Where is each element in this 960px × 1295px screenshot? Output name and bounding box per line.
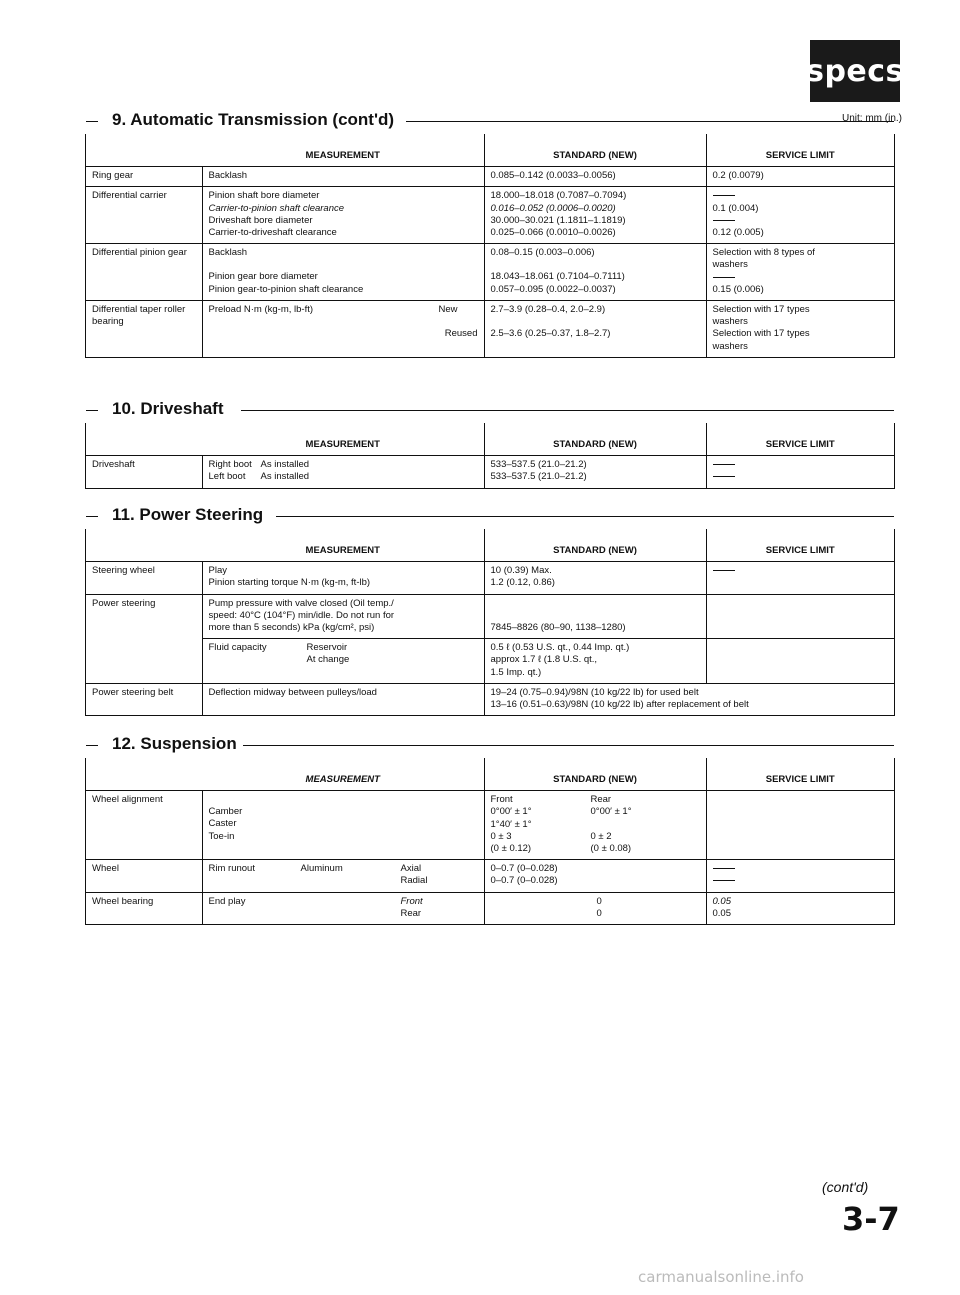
dash xyxy=(713,880,735,881)
spec-table xyxy=(86,134,894,357)
dash xyxy=(713,570,735,571)
measurement: Pinion gear bore diameter xyxy=(208,271,318,283)
title-rule-left xyxy=(86,121,98,122)
part-name: Wheel bearing xyxy=(86,892,202,924)
header-measurement: MEASUREMENT xyxy=(202,529,484,562)
standard-value: 18.000–18.018 (0.7087–0.7094) xyxy=(490,190,627,202)
title-rule-left xyxy=(86,516,98,517)
title-rule-right xyxy=(236,745,894,746)
standard-list xyxy=(484,892,706,924)
spec-table xyxy=(86,423,894,488)
dash xyxy=(713,476,735,477)
standard-list xyxy=(484,791,706,860)
condition: At change xyxy=(306,654,350,666)
condition: As installed xyxy=(260,471,310,483)
measurement: Left boot xyxy=(208,471,246,483)
condition-new: New xyxy=(438,304,458,316)
measurement: Pinion gear-to-pinion shaft clearance xyxy=(208,283,364,295)
measurement: Caster xyxy=(208,818,237,830)
standard-value: 2.7–3.9 (0.28–0.4, 2.0–2.9) xyxy=(490,304,606,316)
part-name-text: Differential taper roller bearing xyxy=(92,304,186,328)
standard-value: 533–537.5 (21.0–21.2) xyxy=(490,471,587,483)
section-title: 9. Automatic Transmission (cont'd) xyxy=(110,110,400,130)
continued-label: (cont'd) xyxy=(822,1179,869,1195)
table-row xyxy=(86,860,894,892)
part-name xyxy=(86,301,202,357)
service-limit: 0.1 (0.004) xyxy=(712,202,759,214)
measurement: Pinion shaft bore diameter xyxy=(208,190,320,202)
part-name: Power steering belt xyxy=(86,683,202,715)
measurement-list xyxy=(202,244,484,301)
part-name: Wheel xyxy=(86,860,202,892)
standard-value: 0.5 ℓ (0.53 U.S. qt., 0.44 Imp. qt.) xyxy=(490,642,630,654)
service-limit: 0.12 (0.005) xyxy=(712,227,764,239)
standard-list xyxy=(484,594,706,639)
header-standard: STANDARD (NEW) xyxy=(484,758,706,791)
standard-value: 0 ± 3 xyxy=(490,830,512,842)
material: Aluminum xyxy=(300,863,343,875)
measurement: Backlash xyxy=(202,167,484,187)
measurement: Camber xyxy=(208,806,243,818)
condition: Reservoir xyxy=(306,642,348,654)
standard-value: 0°00′ ± 1° xyxy=(490,806,532,818)
measurement: Play xyxy=(208,565,227,577)
standard-value: approx 1.7 ℓ (1.8 U.S. qt., xyxy=(490,654,598,666)
measurement: Deflection midway between pulleys/load xyxy=(202,683,484,715)
standard-list xyxy=(484,244,706,301)
standard-value: 19–24 (0.75–0.94)/98N (10 kg/22 lb) for used belt xyxy=(490,686,699,698)
service-limit: Selection with 17 types washers xyxy=(712,304,810,328)
table-row xyxy=(86,639,894,684)
service-list xyxy=(706,860,894,892)
title-rule-right xyxy=(406,121,894,122)
standard-value: 533–537.5 (21.0–21.2) xyxy=(490,459,587,471)
section-driveshaft xyxy=(85,399,895,489)
measurement: Backlash xyxy=(208,247,248,259)
service-limit: 0.05 xyxy=(712,895,731,907)
rear-label: Rear xyxy=(590,794,612,806)
standard-value: 30.000–30.021 (1.1811–1.1819) xyxy=(490,214,626,226)
standard-value: 13–16 (0.51–0.63)/98N (10 kg/22 lb) after replacement of belt xyxy=(490,699,749,711)
standard-list xyxy=(484,301,706,357)
section-title: 10. Driveshaft xyxy=(110,399,230,419)
dash xyxy=(713,195,735,196)
radial-label: Radial xyxy=(400,875,428,887)
standard-list xyxy=(484,860,706,892)
standard-value: 18.043–18.061 (0.7104–0.7111) xyxy=(490,271,625,283)
standard-value: (0 ± 0.08) xyxy=(590,842,632,854)
measurement: Rim runout xyxy=(208,863,255,875)
standard-value: 1.2 (0.12, 0.86) xyxy=(490,577,555,589)
standard-value: 1.5 Imp. qt.) xyxy=(490,666,542,678)
specs-badge: specs xyxy=(810,40,900,102)
standard-value: 0.08–0.15 (0.003–0.006) xyxy=(490,247,595,259)
standard-value: 10 (0.39) Max. xyxy=(490,565,552,577)
standard-value: 0 xyxy=(596,907,602,919)
measurement: Fluid capacity xyxy=(208,642,267,654)
measurement-list xyxy=(202,892,484,924)
service-limit: 0.2 (0.0079) xyxy=(706,167,894,187)
dash xyxy=(713,464,735,465)
standard-value: 7845–8826 (80–90, 1138–1280) xyxy=(490,621,626,633)
measurement: End play xyxy=(208,895,246,907)
front-label: Front xyxy=(400,895,423,907)
table-row xyxy=(86,244,894,301)
header-service: SERVICE LIMIT xyxy=(706,529,894,562)
standard-list xyxy=(484,562,706,594)
measurement: Carrier-to-driveshaft clearance xyxy=(208,227,337,239)
part-name: Power steering xyxy=(86,594,202,683)
service-limit: Selection with 17 types washers xyxy=(712,328,810,352)
measurement: Preload N·m (kg-m, lb-ft) xyxy=(208,304,314,316)
standard-list xyxy=(484,187,706,244)
header-standard: STANDARD (NEW) xyxy=(484,134,706,167)
standard-value: (0 ± 0.12) xyxy=(490,843,532,855)
header-blank xyxy=(86,423,202,456)
measurement: Pinion starting torque N·m (kg-m, ft-lb) xyxy=(208,577,371,589)
measurement: more than 5 seconds) kPa (kg/cm², psi) xyxy=(208,622,375,634)
table-row xyxy=(86,301,894,357)
measurement-list xyxy=(202,562,484,594)
spacer xyxy=(491,259,700,271)
condition-reused: Reused xyxy=(444,328,478,340)
table-row xyxy=(86,683,894,715)
header-measurement: MEASUREMENT xyxy=(202,423,484,456)
page-number: 3-7 xyxy=(842,1200,900,1238)
measurement: Right boot xyxy=(208,459,252,471)
part-name: Ring gear xyxy=(86,167,202,187)
measurement-list xyxy=(202,187,484,244)
rear-label: Rear xyxy=(400,907,422,919)
standard-list xyxy=(484,639,706,684)
header-measurement: MEASUREMENT xyxy=(202,758,484,791)
measurement-list xyxy=(202,639,484,684)
dash xyxy=(713,868,735,869)
table-row xyxy=(86,456,894,488)
unit-label: Unit: mm (in.) xyxy=(842,113,902,124)
spacer xyxy=(209,259,478,271)
measurement: Toe-in xyxy=(208,830,235,842)
spec-table xyxy=(86,758,894,924)
standard-value: 0–0.7 (0–0.028) xyxy=(490,863,558,875)
part-name: Wheel alignment xyxy=(86,791,202,860)
header-standard: STANDARD (NEW) xyxy=(484,423,706,456)
title-rule-left xyxy=(86,745,98,746)
table-row xyxy=(86,892,894,924)
standard-value: 0 xyxy=(596,895,602,907)
header-blank xyxy=(86,134,202,167)
service-list xyxy=(706,562,894,594)
service-cell xyxy=(706,639,894,684)
service-cell xyxy=(706,594,894,639)
service-limit: 0.05 xyxy=(712,907,731,919)
section-power-steering xyxy=(85,505,895,716)
part-name: Driveshaft xyxy=(86,456,202,488)
service-list xyxy=(706,187,894,244)
standard-value: 0.016–0.052 (0.0006–0.0020) xyxy=(490,202,616,214)
axial-label: Axial xyxy=(400,863,422,875)
measurement: Carrier-to-pinion shaft clearance xyxy=(208,202,345,214)
service-limit: Selection with 8 types of washers xyxy=(712,247,815,271)
part-name: Differential carrier xyxy=(86,187,202,244)
standard-list xyxy=(484,683,894,715)
title-rule-left xyxy=(86,410,98,411)
measurement-list xyxy=(202,456,484,488)
standard-value: 0°00′ ± 1° xyxy=(590,806,632,818)
standard-value: 0.057–0.095 (0.0022–0.0037) xyxy=(490,283,616,295)
table-row xyxy=(86,791,894,860)
service-list xyxy=(706,892,894,924)
condition: As installed xyxy=(260,459,310,471)
standard-value: 0 ± 2 xyxy=(590,830,612,842)
watermark: carmanualsonline.info xyxy=(638,1268,804,1286)
service-list xyxy=(706,456,894,488)
table-row xyxy=(86,562,894,594)
header-service: SERVICE LIMIT xyxy=(706,423,894,456)
table-row xyxy=(86,594,894,639)
table-row xyxy=(86,167,894,187)
standard-value: 0–0.7 (0–0.028) xyxy=(490,875,558,887)
measurement-list xyxy=(202,791,484,860)
part-name: Differential pinion gear xyxy=(86,244,202,301)
service-list xyxy=(706,301,894,357)
standard-value: 0.085–0.142 (0.0033–0.0056) xyxy=(484,167,706,187)
title-rule-right xyxy=(241,410,894,411)
measurement-list xyxy=(202,594,484,639)
dash xyxy=(713,277,735,278)
section-suspension xyxy=(85,734,895,925)
table-row xyxy=(86,187,894,244)
header-blank xyxy=(86,529,202,562)
measurement: Driveshaft bore diameter xyxy=(208,214,313,226)
header-measurement: MEASUREMENT xyxy=(202,134,484,167)
standard-value: 1°40′ ± 1° xyxy=(490,818,532,830)
spec-table xyxy=(86,529,894,715)
header-standard: STANDARD (NEW) xyxy=(484,529,706,562)
standard-list xyxy=(484,456,706,488)
service-limit: 0.15 (0.006) xyxy=(712,283,764,295)
standard-value: 2.5–3.6 (0.25–0.37, 1.8–2.7) xyxy=(490,328,611,340)
service-list xyxy=(706,244,894,301)
header-service: SERVICE LIMIT xyxy=(706,758,894,791)
section-title: 12. Suspension xyxy=(110,734,243,754)
front-label: Front xyxy=(490,794,513,806)
measurement: Pump pressure with valve closed (Oil temp./ xyxy=(208,597,394,609)
measurement-list xyxy=(202,301,484,357)
header-service: SERVICE LIMIT xyxy=(706,134,894,167)
part-name: Steering wheel xyxy=(86,562,202,594)
service-cell xyxy=(706,791,894,860)
title-rule-right xyxy=(276,516,894,517)
measurement-list xyxy=(202,860,484,892)
section-title: 11. Power Steering xyxy=(110,505,269,525)
dash xyxy=(713,220,735,221)
measurement: speed: 40°C (104°F) min/idle. Do not run for xyxy=(208,609,395,621)
standard-value: 0.025–0.066 (0.0010–0.0026) xyxy=(490,227,616,239)
header-blank xyxy=(86,758,202,791)
